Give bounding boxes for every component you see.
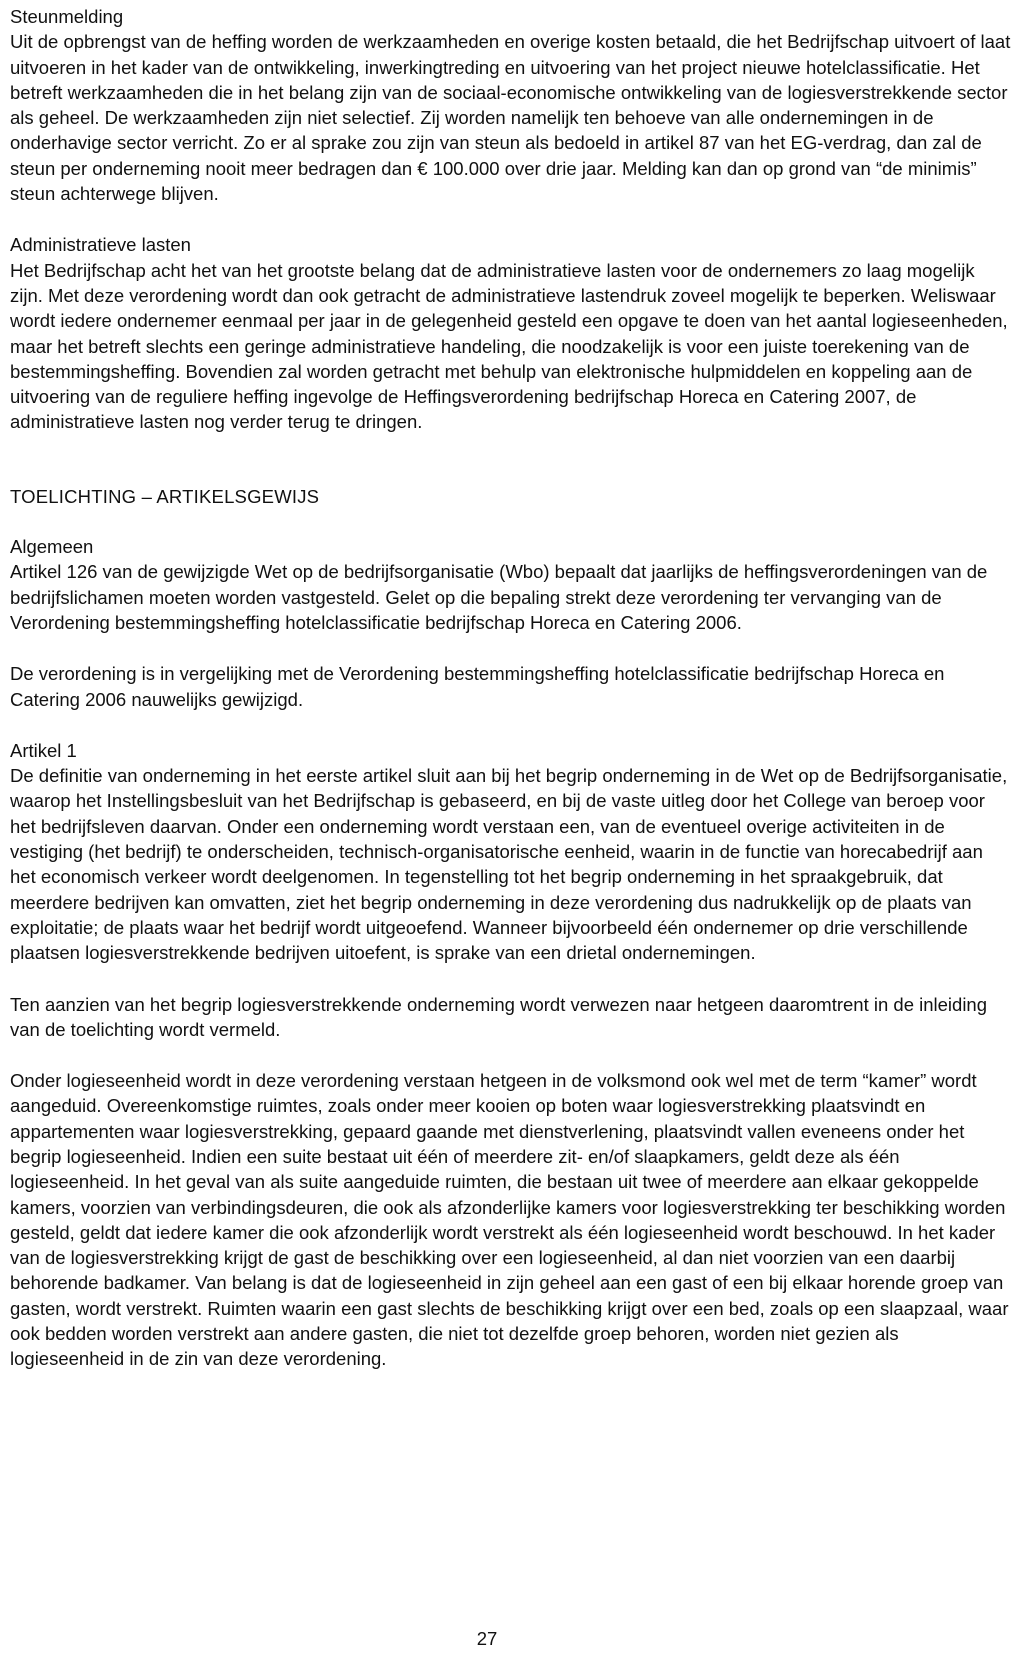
section-steunmelding (10, 4, 1012, 206)
section-algemeen (10, 534, 1012, 712)
section-heading-steunmelding: Steunmelding (10, 6, 124, 27)
section-heading-artikel-1: Artikel 1 (10, 739, 77, 761)
section-artikel-1 (10, 738, 1012, 1372)
paragraph-artikel-1-1: De definitie van onderneming in het eerste artikel sluit aan bij het begrip onderneming in de Wet op de Bedrijfsorganisatie, waarop het Instellingsbesluit van het Bedrijfschap is gebaseerd, en bij de vaste uitleg door het College van beroep voor het bedrijfsleven daarvan. Onder een onderneming wordt verstaan een, van de eventueel overige activiteiten in de vestiging (het bedrijf) te onderscheiden, technisch-organisatorische eenheid, waarin in de functie van horecabedrijf aan het economisch verkeer wordt deelgenomen. In tegenstelling tot het begrip onderneming in het spraakgebruik, dat meerdere bedrijven kan omvatten, ziet het begrip onderneming in deze verordening dus nadrukkelijk op de plaats van exploitatie; de plaats waar het bedrijf wordt uitgeoefend. Wanneer bijvoorbeeld één ondernemer op drie verschillende plaatsen logiesverstrekkende bedrijven uitoefent, is sprake van een drietal ondernemingen. (10, 765, 1008, 964)
page-number: 27 (476, 1628, 498, 1649)
paragraph-artikel-1-2: Ten aanzien van het begrip logiesverstrekkende onderneming wordt verwezen naar hetgeen daaromtrent in de inleiding van de toelichting wordt vermeld. (10, 993, 988, 1040)
spacer (10, 966, 1012, 992)
section-heading-algemeen: Algemeen (10, 536, 94, 558)
spacer (10, 509, 1012, 534)
paragraph-administratieve-lasten: Het Bedrijfschap acht het van het grootste belang dat de administratieve lasten voor de ondernemers zo laag mogelijk zijn. Met deze verordening wordt dan ook getracht de administratieve lastendruk zoveel mogelijk te beperken. Weliswaar wordt iedere ondernemer eenmaal per jaar in de gelegenheid gesteld een opgave te doen van het aantal logieseenheden, maar het betreft slechts een geringe administratieve handeling, die noodzakelijk is voor een juiste toerekening van de bestemmingsheffing. Bovendien zal worden getracht met behulp van elektronische hulpmiddelen en koppeling aan de uitvoering van de reguliere heffing ingevolge de Heffingsverordening bedrijfschap Horeca en Catering 2007, de administratieve lasten nog verder terug te dringen. (10, 259, 1008, 433)
paragraph-algemeen-1: Artikel 126 van de gewijzigde Wet op de bedrijfsorganisatie (Wbo) bepaalt dat jaarlijks de heffingsverordeningen van de bedrijfslichamen moeten worden vastgesteld. Gelet op die bepaling strekt deze verordening ter vervanging van de Verordening bestemmingsheffing hotelclassificatie bedrijfschap Horeca en Catering 2006. (10, 561, 988, 633)
paragraph-steunmelding: Uit de opbrengst van de heffing worden de werkzaamheden en overige kosten betaald, die het Bedrijfschap uitvoert of laat uitvoeren in het kader van de ontwikkeling, inwerkingtreding en uitvoering van het project nieuwe hotelclassificatie. Het betreft werkzaamheden die in het belang zijn van de sociaal-economische ontwikkeling van de logiesverstrekkende sector als geheel. De werkzaamheden zijn niet selectief. Zij worden namelijk ten behoeve van alle ondernemingen in de onderhavige sector verricht. Zo er al sprake zou zijn van steun als bedoeld in artikel 87 van het EG-verdrag, dan zal de steun per onderneming nooit meer bedragen dan € 100.000 over drie jaar. Melding kan dan op grond van “de minimis” steun achterwege blijven. (10, 31, 1011, 205)
main-heading-toelichting: TOELICHTING – ARTIKELSGEWIJS (10, 485, 320, 507)
spacer (10, 1042, 1012, 1068)
spacer (10, 435, 1012, 484)
spacer (10, 635, 1012, 661)
paragraph-artikel-1-3: Onder logieseenheid wordt in deze verordening verstaan hetgeen in de volksmond ook wel met de term “kamer” wordt aangeduid. Overeenkomstige ruimtes, zoals onder meer kooien op boten waar logiesverstrekking plaatsvindt en appartementen waar logiesverstrekking, gepaard gaande met dienstverlening, plaatsvindt vallen eveneens onder het begrip logieseenheid. Indien een suite bestaat uit één of meerdere zit- en/of slaapkamers, geldt deze als één logieseenheid. In het geval van als suite aangeduide ruimten, die bestaan uit twee of meerdere aan elkaar gekoppelde kamers, voorzien van verbindingsdeuren, die ook als afzonderlijke kamers voor logiesverstrekking ter beschikking worden gesteld, geldt dat iedere kamer die ook afzonderlijk wordt verstrekt als één logieseenheid wordt beschouwd. In het kader van de logiesverstrekking krijgt de gast de beschikking over een logieseenheid, al dan niet voorzien van een daarbij behorende badkamer. Van belang is dat de logieseenheid in zijn geheel aan een gast of een bij elkaar horende groep van gasten, wordt verstrekt. Ruimten waarin een gast slechts de beschikking krijgt over een bed, zoals op een slaapzaal, waar ook bedden worden verstrekt aan andere gasten, die niet tot dezelfde groep behoren, worden niet gezien als logieseenheid in de zin van deze verordening. (10, 1070, 1009, 1370)
section-heading-administratieve-lasten: Administratieve lasten (10, 234, 191, 256)
paragraph-algemeen-2: De verordening is in vergelijking met de Verordening bestemmingsheffing hotelclassificatie bedrijfschap Horeca en Catering 2006 nauwelijks gewijzigd. (10, 663, 945, 710)
section-administratieve-lasten (10, 232, 1012, 434)
document-page (10, 4, 1012, 1372)
spacer (10, 712, 1012, 738)
section-toelichting (10, 484, 1012, 509)
spacer (10, 206, 1012, 232)
